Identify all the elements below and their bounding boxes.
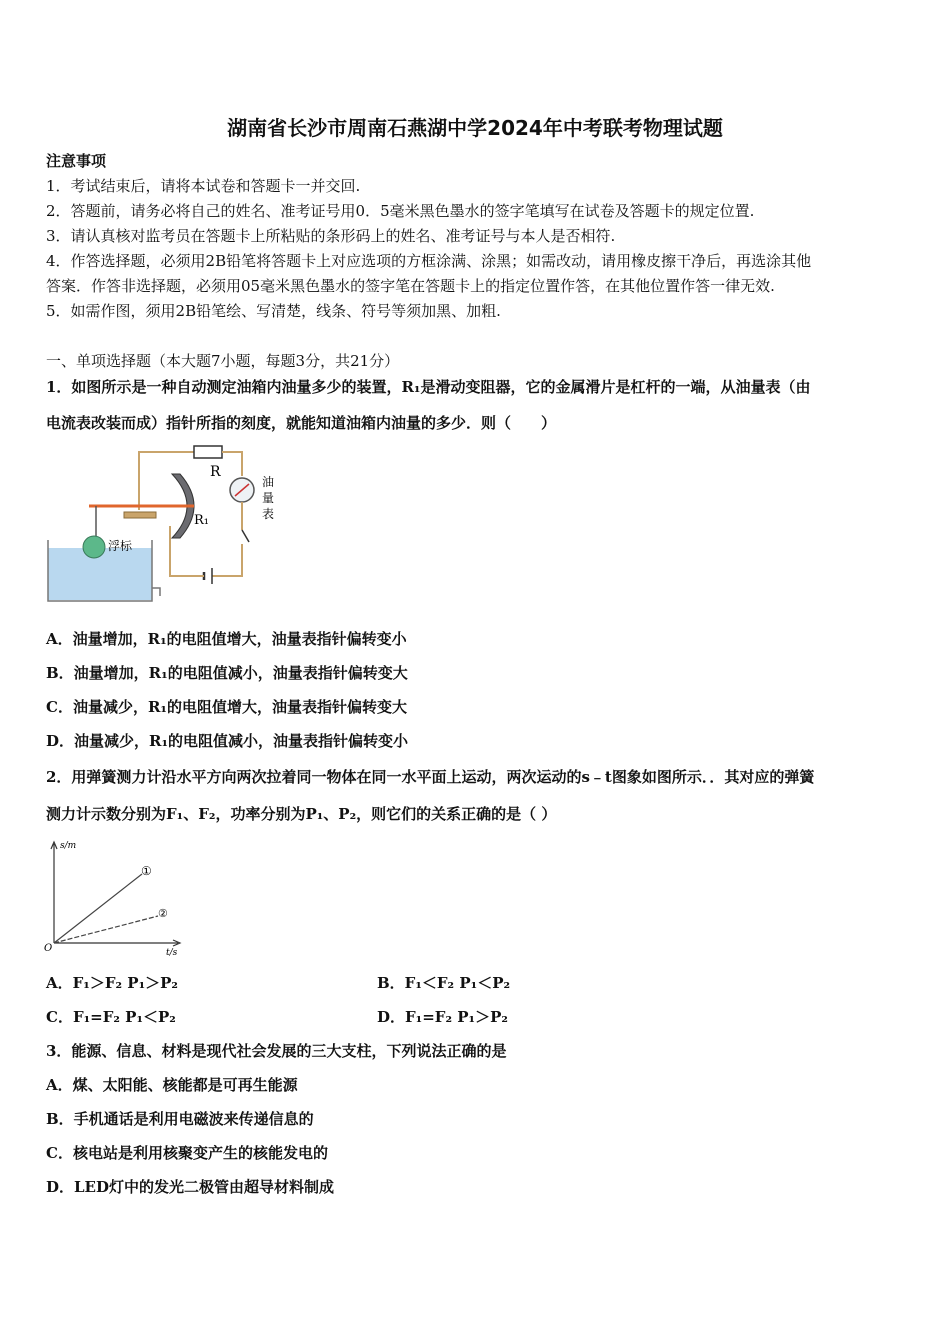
- wire-bottom-left: [170, 526, 204, 576]
- q3-option-a: A．煤、太阳能、核能都是可再生能源: [46, 1076, 298, 1094]
- notice-item-5: 5．如需作图，须用2B铅笔绘、写清楚，线条、符号等须加黑、加粗.: [46, 302, 501, 320]
- graph-line-2: [54, 916, 158, 943]
- origin-label: O: [44, 943, 53, 954]
- q2-stem-line2: 测力计示数分别为F₁、F₂，功率分别为P₁、P₂，则它们的关系正确的是（ ）: [46, 805, 557, 823]
- section-heading: 一、单项选择题（本大题7小题，每题3分，共21分）: [46, 352, 400, 370]
- label-r1: R₁: [194, 513, 209, 528]
- notice-item-4-cont: 答案．作答非选择题，必须用05毫米黑色墨水的签字笔在答题卡上的指定位置作答，在其他位置作答一律无效.: [46, 277, 775, 295]
- y-axis-label: s/m: [60, 841, 77, 851]
- q1-stem-line1: 1．如图所示是一种自动测定油箱内油量多少的装置，R₁是滑动变阻器，它的金属滑片是杠杆的一端，从油量表（由: [46, 378, 811, 396]
- label-float: 浮标: [108, 539, 133, 553]
- q3-option-c: C．核电站是利用核聚变产生的核能发电的: [46, 1144, 328, 1162]
- label-meter-2: 量: [262, 491, 275, 505]
- page-title: 湖南省长沙市周南石燕湖中学2024年中考联考物理试题: [227, 116, 723, 140]
- q3-option-d: D．LED灯中的发光二极管由超导材料制成: [46, 1178, 334, 1196]
- q1-option-d: D．油量减少，R₁的电阻值减小，油量表指针偏转变小: [46, 732, 409, 750]
- label-meter-3: 表: [262, 507, 275, 521]
- wire-top-right: [222, 452, 242, 476]
- graph-line-1: [54, 874, 142, 943]
- resistor-r: [194, 446, 222, 458]
- wire-bottom-right: [212, 544, 242, 576]
- label-r: R: [210, 464, 221, 480]
- q2-figure: [44, 836, 186, 958]
- q3-stem: 3．能源、信息、材料是现代社会发展的三大支柱，下列说法正确的是: [46, 1042, 507, 1060]
- notice-heading: 注意事项: [46, 152, 107, 170]
- label-meter-1: 油: [262, 475, 275, 489]
- x-axis-label: t/s: [166, 948, 178, 958]
- notice-item-3: 3．请认真核对监考员在答题卡上所粘贴的条形码上的姓名、准考证号与本人是否相符.: [46, 227, 616, 245]
- q1-option-a: A．油量增加，R₁的电阻值增大，油量表指针偏转变小: [46, 630, 407, 648]
- tank-tap: [152, 588, 160, 596]
- switch: [242, 530, 249, 542]
- notice-item-1: 1．考试结束后，请将本试卷和答题卡一并交回.: [46, 177, 361, 195]
- notice-item-4: 4．作答选择题，必须用2B铅笔将答题卡上对应选项的方框涂满、涂黑；如需改动，请用橡皮擦干净后，再选涂其他: [46, 252, 812, 270]
- q1-option-b: B．油量增加，R₁的电阻值减小，油量表指针偏转变大: [46, 664, 408, 682]
- q1-stem-line2: 电流表改装而成）指针所指的刻度，就能知道油箱内油量的多少．则（ ）: [46, 414, 557, 432]
- line-1-label: ①: [141, 864, 152, 878]
- q2-option-c: C．F₁=F₂ P₁＜P₂: [46, 1008, 176, 1026]
- q2-option-a: A．F₁＞F₂ P₁＞P₂: [46, 974, 178, 992]
- q1-figure: [44, 444, 284, 606]
- q2-stem-line1: 2．用弹簧测力计沿水平方向两次拉着同一物体在同一水平面上运动，两次运动的s﹣t图象如图所示．．其对应的弹簧: [46, 768, 815, 786]
- q3-option-b: B．手机通话是利用电磁波来传递信息的: [46, 1110, 314, 1128]
- q2-option-b: B．F₁＜F₂ P₁＜P₂: [377, 974, 511, 992]
- float-ball: [83, 536, 105, 558]
- line-2-label: ②: [158, 907, 168, 920]
- pivot: [124, 512, 156, 518]
- q2-option-d: D．F₁=F₂ P₁＞P₂: [377, 1008, 508, 1026]
- notice-item-2: 2．答题前，请务必将自己的姓名、准考证号用0．5毫米黑色墨水的签字笔填写在试卷及答题卡的规定位置.: [46, 202, 755, 220]
- q1-option-c: C．油量减少，R₁的电阻值增大，油量表指针偏转变大: [46, 698, 407, 716]
